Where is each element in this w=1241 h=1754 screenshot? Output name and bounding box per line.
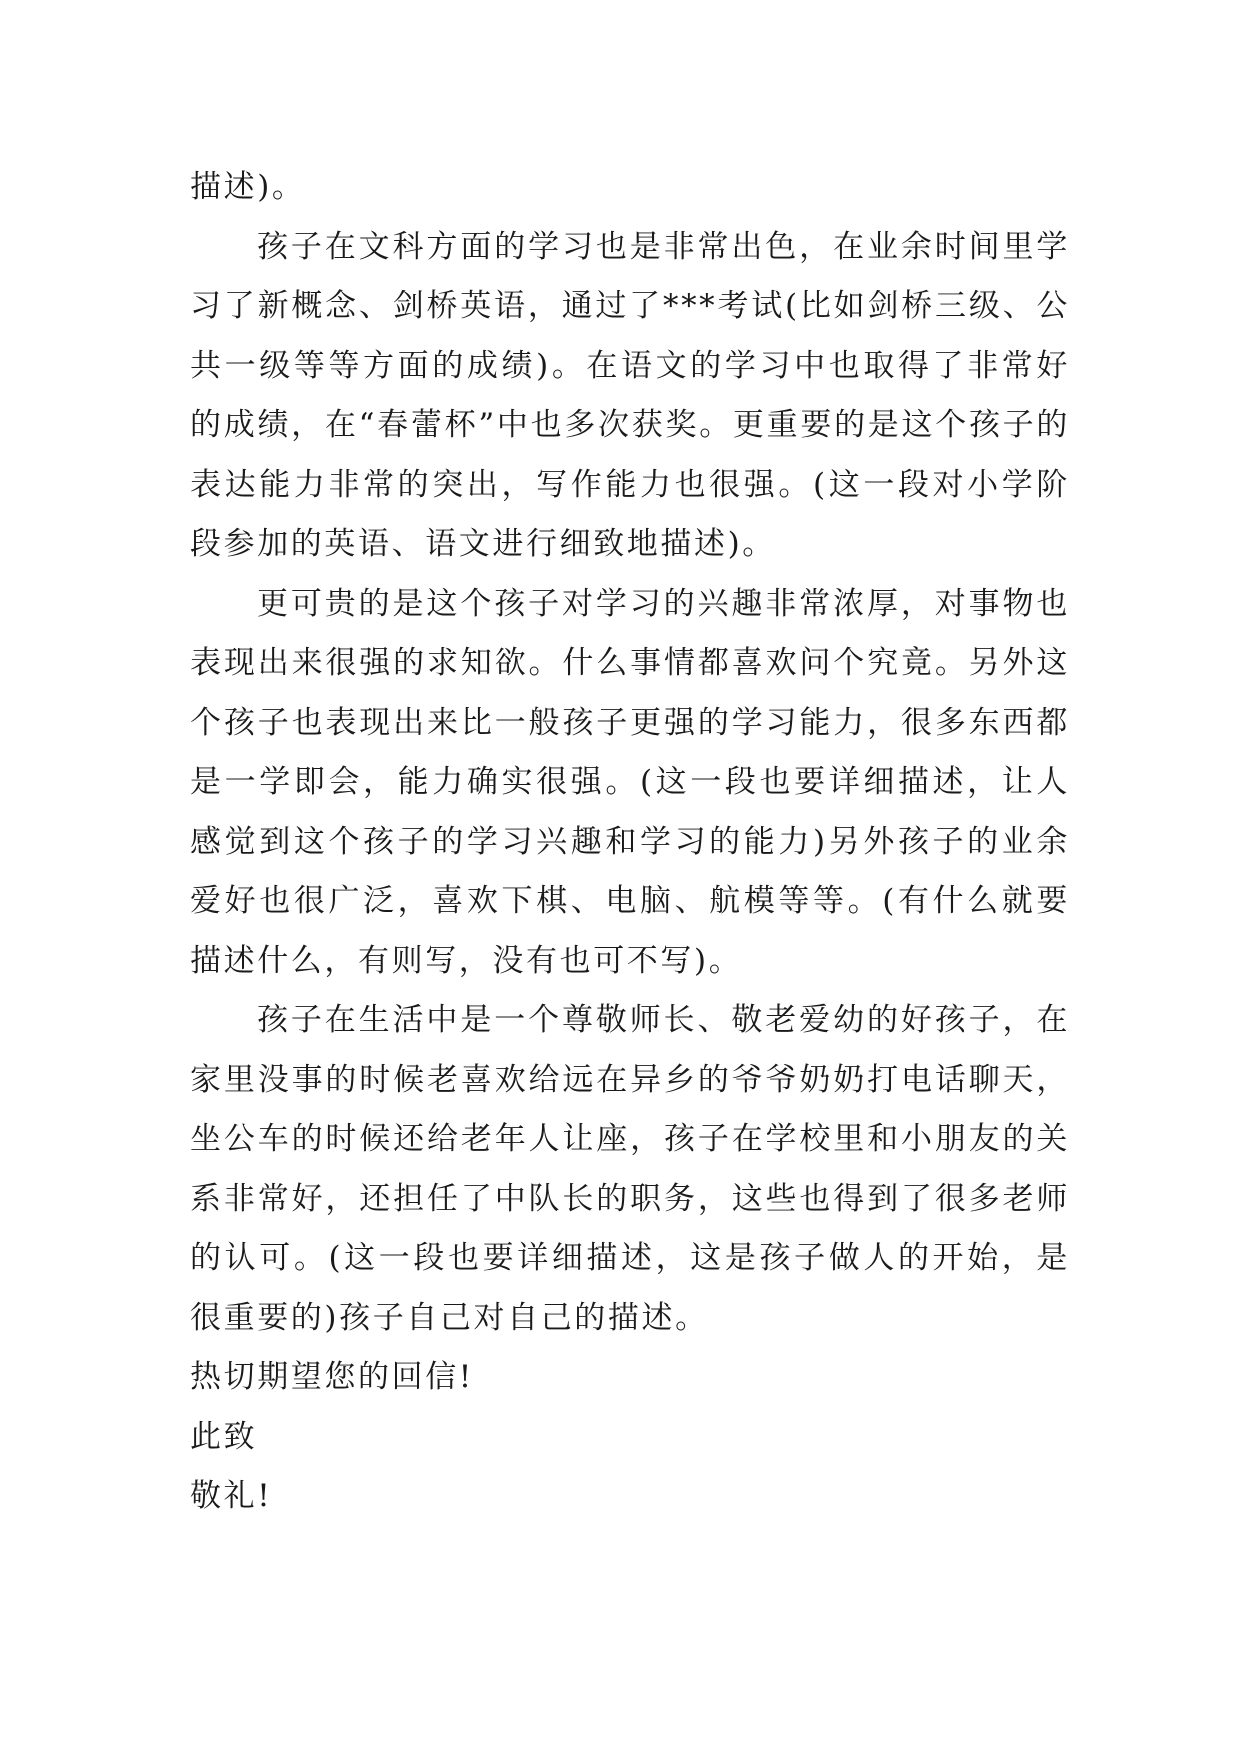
letter-body bbox=[190, 158, 1070, 1527]
paragraph-continuation: 描述)。 bbox=[190, 169, 306, 205]
closing-salutation: 此致 bbox=[190, 1418, 258, 1455]
closing-regards: 敬礼! bbox=[190, 1478, 273, 1514]
closing-hope: 热切期望您的回信! bbox=[190, 1359, 474, 1395]
paragraph-humanities: 孩子在文科方面的学习也是非常出色，在业余时间里学习了新概念、剑桥英语，通过了***考试(比如剑桥三级、公共一级等等方面的成绩)。在语文的学习中也取得了非常好的成绩，在“春蕾杯”中也多次获奖。更重要的是这个孩子的表达能力非常的突出，写作能力也很强。(这一段对小学阶段参加的英语、语文进行细致地描述)。 bbox=[190, 228, 1070, 562]
paragraph-interest: 更可贵的是这个孩子对学习的兴趣非常浓厚，对事物也表现出来很强的求知欲。什么事情都喜欢问个究竟。另外这个孩子也表现出来比一般孩子更强的学习能力，很多东西都是一学即会，能力确实很强。(这一段也要详细描述，让人感觉到这个孩子的学习兴趣和学习的能力)另外孩子的业余爱好也很广泛，喜欢下棋、电脑、航模等等。(有什么就要描述什么，有则写，没有也可不写)。 bbox=[190, 585, 1070, 979]
paragraph-life: 孩子在生活中是一个尊敬师长、敬老爱幼的好孩子，在家里没事的时候老喜欢给远在异乡的爷爷奶奶打电话聊天，坐公车的时候还给老年人让座，孩子在学校里和小朋友的关系非常好，还担任了中队长的职务，这些也得到了很多老师的认可。(这一段也要详细描述，这是孩子做人的开始，是很重要的)孩子自己对自己的描述。 bbox=[190, 1002, 1070, 1336]
